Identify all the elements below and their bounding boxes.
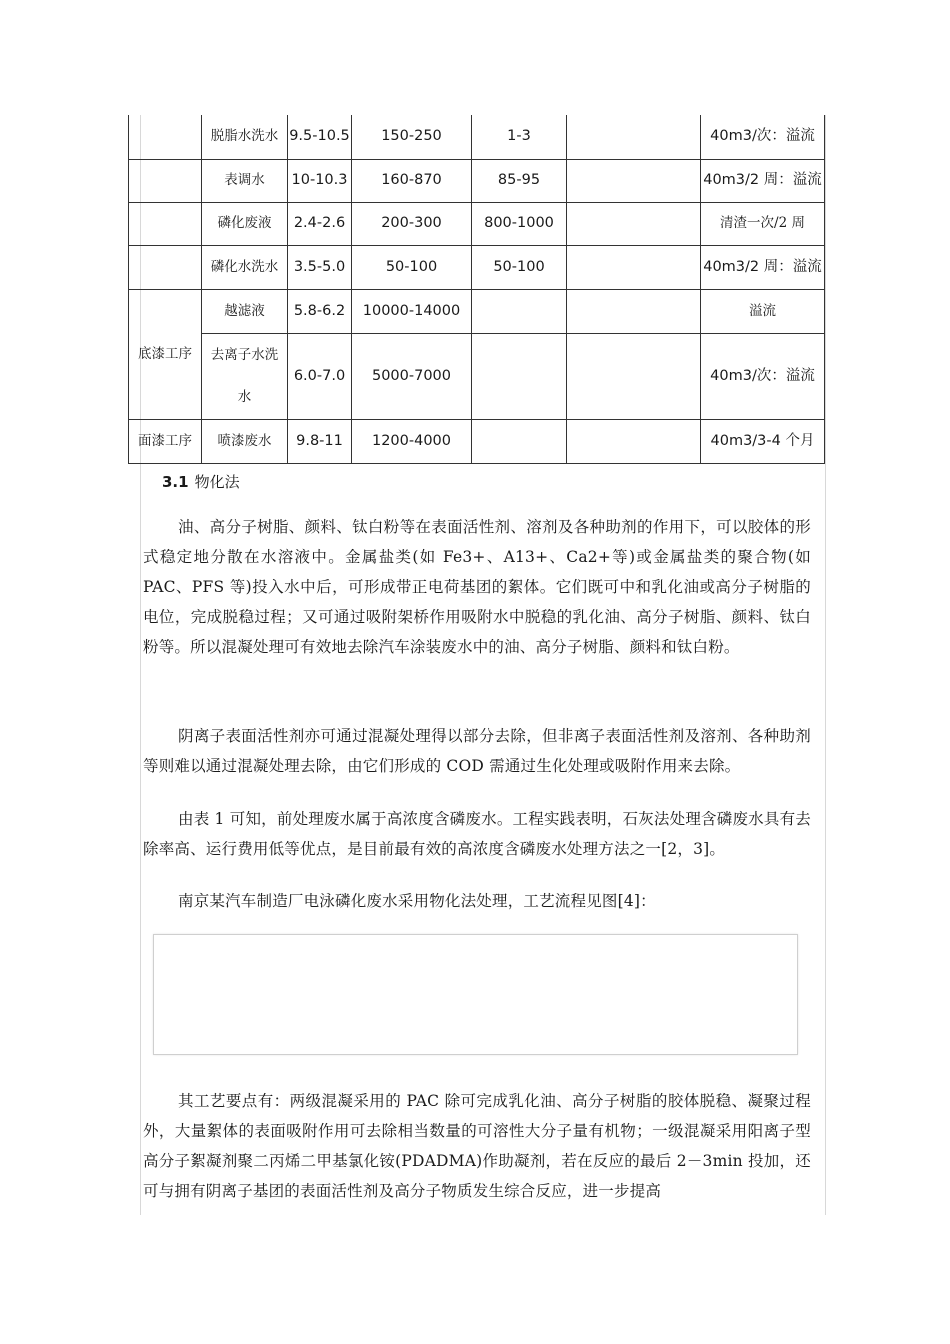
- table-cell: 200-300: [352, 202, 472, 245]
- table-row: [129, 202, 825, 245]
- table-cell: 6.0-7.0: [288, 333, 352, 419]
- table-cell: 表调水: [202, 159, 288, 202]
- table-cell: 40m3/2 周：溢流: [701, 159, 825, 202]
- table-cell: 40m3/2 周：溢流: [701, 245, 825, 289]
- table-cell: 50-100: [352, 245, 472, 289]
- table-row: [129, 159, 825, 202]
- table-cell: [129, 245, 202, 289]
- table-cell: 溢流: [701, 289, 825, 333]
- table-cell: [567, 419, 701, 463]
- table-cell: 800-1000: [472, 202, 567, 245]
- table-cell: 3.5-5.0: [288, 245, 352, 289]
- table-row: [129, 245, 825, 289]
- table-cell: [472, 419, 567, 463]
- paragraph: 油、高分子树脂、颜料、钛白粉等在表面活性剂、溶剂及各种助剂的作用下，可以胶体的形式稳定地分散在水溶液中。金属盐类(如 Fe3+、A13+、Ca2+等)或金属盐类的聚合物(如 PAC、PFS 等)投入水中后，可形成带正电荷基团的絮体。它们既可中和乳化油或高分子树脂的 电位，完成脱稳过程；又可通过吸附架桥作用吸附水中脱稳的乳化油、高分子树脂、颜料、钛白粉等。所以混凝处理可有效地去除汽车涂装废水中的油、高分子树脂、颜料和钛白粉。: [143, 518, 827, 656]
- table-cell: 160-870: [352, 159, 472, 202]
- table-cell: 150-250: [352, 115, 472, 159]
- table-cell: [567, 245, 701, 289]
- table-cell: 5.8-6.2: [288, 289, 352, 333]
- table-cell: 面漆工序: [129, 419, 202, 463]
- table-cell: 5000-7000: [352, 333, 472, 419]
- table-row: [129, 115, 825, 159]
- table-row: [129, 289, 825, 333]
- table-cell: 越滤液: [202, 289, 288, 333]
- table-cell: [129, 202, 202, 245]
- table-cell: [567, 202, 701, 245]
- table-cell: 85-95: [472, 159, 567, 202]
- paragraph: 阴离子表面活性剂亦可通过混凝处理得以部分去除，但非离子表面活性剂及溶剂、各种助剂等则难以通过混凝处理去除，由它们形成的 COD 需通过生化处理或吸附作用来去除。: [143, 727, 811, 775]
- table-cell: 1-3: [472, 115, 567, 159]
- table-cell: 清渣一次/2 周: [701, 202, 825, 245]
- table-cell: 40m3/3-4 个月: [701, 419, 825, 463]
- section-number: 3.1: [162, 473, 189, 491]
- table-cell: 喷漆废水: [202, 419, 288, 463]
- table-cell: [567, 289, 701, 333]
- section-title: 物化法: [194, 473, 240, 491]
- table-row: [129, 419, 825, 463]
- table-cell: 磷化水洗水: [202, 245, 288, 289]
- table-cell: [567, 333, 701, 419]
- wastewater-table: [128, 115, 825, 464]
- table-cell: 10-10.3: [288, 159, 352, 202]
- table-cell: 脱脂水洗水: [202, 115, 288, 159]
- process-flow-figure-placeholder: [153, 934, 798, 1055]
- table-cell: 9.5-10.5: [288, 115, 352, 159]
- table-cell: [567, 115, 701, 159]
- table-cell: 40m3/次：溢流: [701, 115, 825, 159]
- paragraph: 由表 1 可知，前处理废水属于高浓度含磷废水。工程实践表明，石灰法处理含磷废水具有去除率高、运行费用低等优点，是目前最有效的高浓度含磷废水处理方法之一[2，3]。: [143, 810, 811, 858]
- table-cell: 40m3/次：溢流: [701, 333, 825, 419]
- table-cell: [472, 289, 567, 333]
- paragraph: 南京某汽车制造厂电泳磷化废水采用物化法处理，工艺流程见图[4]：: [178, 892, 656, 910]
- table-cell: 50-100: [472, 245, 567, 289]
- paragraph: 其工艺要点有：两级混凝采用的 PAC 除可完成乳化油、高分子树脂的胶体脱稳、凝聚过程外，大量絮体的表面吸附作用可去除相当数量的可溶性大分子量有机物；一级混凝采用阳离子型高分子絮凝剂聚二丙烯二甲基氯化铵(PDADMA)作助凝剂，若在反应的最后 2－3min 投加，还可与拥有阴离子基团的表面活性剂及高分子物质发生综合反应，进一步提高: [143, 1092, 811, 1200]
- table-cell: 2.4-2.6: [288, 202, 352, 245]
- table-cell: 1200-4000: [352, 419, 472, 463]
- table-cell: 去离子水洗水: [202, 333, 288, 419]
- table-row: [129, 333, 825, 419]
- section-heading: [162, 471, 240, 492]
- table-cell: 9.8-11: [288, 419, 352, 463]
- table-cell: [567, 159, 701, 202]
- table-cell: 磷化废液: [202, 202, 288, 245]
- table-cell: [472, 333, 567, 419]
- table-cell: [129, 115, 202, 159]
- table-cell: [129, 159, 202, 202]
- table-cell: 10000-14000: [352, 289, 472, 333]
- table-cell: 底漆工序: [129, 289, 202, 419]
